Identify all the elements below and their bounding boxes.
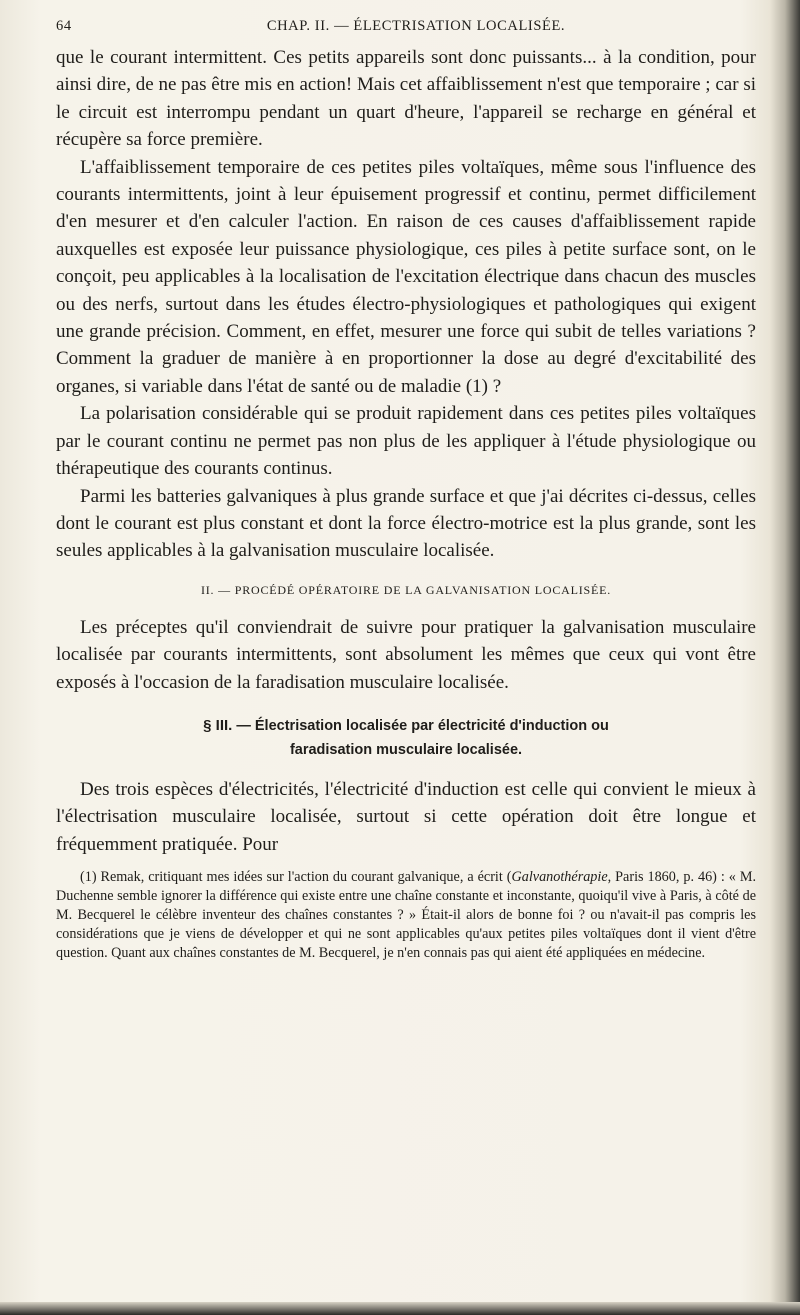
section-3-heading-line2: faradisation musculaire localisée. (289, 741, 523, 758)
section-3-heading (56, 714, 756, 762)
scan-edge (0, 1302, 800, 1315)
paragraph-4: Parmi les batteries galvaniques à plus grande surface et que j'ai décrites ci-dessus, celles dont le courant est plus constant et dont la force électro-motrice est la plus grande, sont les seules applicables à la galvanisation musculaire localisée. (56, 485, 756, 562)
section-3-number: § III. (203, 716, 233, 734)
footnote-rest: , Paris 1860, p. 46) : « M. Duchenne semble ignorer la différence qui existe entre une chaîne constante et inconstante, quoiqu'il vive à Paris, à côté de M. Becquerel le célèbre inventeur des chaînes constantes ? » Était-il alors de bonne foi ? ou n'avait-il pas compris les considérations que je viens de développer et qui ne sont applicables qu'aux petites piles voltaïques dont il vient d'être question. Quant aux chaînes constantes de M. Becquerel, je n'en connais pas qui aient été appliquées en médecine. (56, 869, 756, 962)
footnote-lead: (1) Remak, critiquant mes idées sur l'action du courant galvanique, a écrit ( (80, 869, 512, 886)
page-number: 64 (56, 18, 72, 34)
footnote (56, 868, 756, 963)
paragraph-3: La polarisation considérable qui se produit rapidement dans ces petites piles voltaïques par le courant continu ne permet pas non plus de les appliquer à l'étude physiologique ou thérapeutique des courants continus. (56, 403, 756, 480)
running-title: CHAP. II. — ÉLECTRISATION LOCALISÉE. (266, 18, 566, 34)
paragraph-2: L'affaiblissement temporaire de ces petites piles voltaïques, même sous l'influence des courants intermittents, joint à leur épuisement progressif et continu, permet difficilement d'en mesurer et d'en calculer l'action. En raison de ces causes d'affaiblissement rapide auxquelles est exposée leur puissance physiologique, ces piles à petite surface sont, on le conçoit, peu applicables à la localisation de l'excitation électrique dans chacun des muscles ou des nerfs, surtout dans les études électro-physiologiques et pathologiques qui exigent une grande précision. Comment, en effet, mesurer une force qui subit de telles variations ? Comment la graduer de manière à en proportionner la dose au degré d'excitabilité des organes, si variable dans l'état de santé ou de maladie (1) ? (56, 156, 756, 397)
section-3-heading-line1 (56, 714, 756, 738)
section-3-paragraph: Des trois espèces d'électricités, l'électricité d'induction est celle qui convient le mieux à l'électrisation musculaire localisée, surtout si cette opération doit être longue et fréquemment pratiquée. Pour (56, 778, 756, 855)
section-3-heading-text: — Électrisation localisée par électricité d'induction ou (236, 717, 609, 734)
paragraph-1: que le courant intermittent. Ces petits appareils sont donc puissants... à la condition, pour ainsi dire, de ne pas être mis en action! Mais cet affaiblissement n'est que temporaire ; car si le circuit est interrompu pendant un quart d'heure, l'appareil se recharge en général et récupère sa force première. (56, 47, 756, 151)
page-content (56, 18, 756, 963)
footnote-title: Galvanothérapie (511, 869, 608, 886)
section-2-heading: II. — PROCÉDÉ OPÉRATOIRE DE LA GALVANISATION LOCALISÉE. (200, 582, 612, 597)
running-head (56, 18, 756, 44)
section-2-paragraph: Les préceptes qu'il conviendrait de suivre pour pratiquer la galvanisation musculaire localisée par courants intermittents, sont absolument les mêmes que ceux qui vont être exposés à l'occasion de la faradisation musculaire localisée. (56, 616, 756, 693)
